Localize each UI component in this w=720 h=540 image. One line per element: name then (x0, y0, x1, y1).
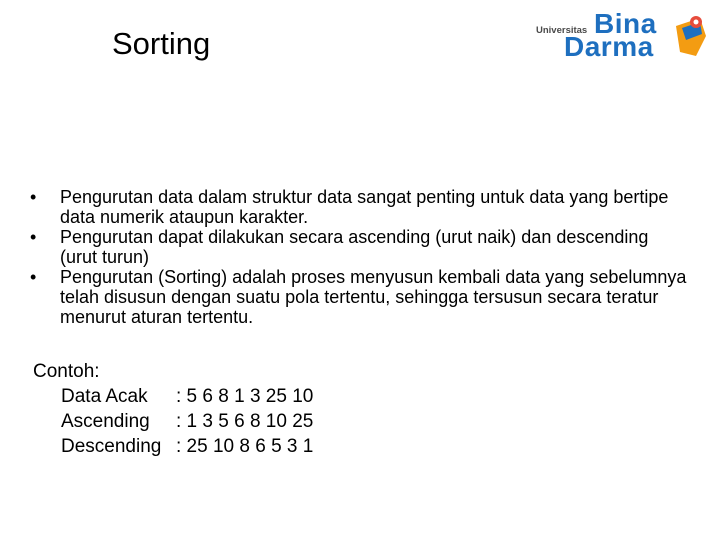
bullet-text: Pengurutan (Sorting) adalah proses menyusun kembali data yang sebelumnya telah disusun dengan suatu pola tertentu, sehingga tersusun secara teratur menurut aturan tertentu. (60, 267, 687, 327)
bullet-item (30, 227, 690, 267)
logo-universitas-text: Universitas (536, 25, 588, 36)
example-row (61, 384, 313, 409)
logo-darma-text: Darma (564, 31, 654, 62)
example-block (33, 359, 313, 459)
slide-title: Sorting (112, 26, 211, 61)
bullet-dot: • (30, 187, 37, 207)
example-row (61, 434, 313, 459)
bullet-item (30, 187, 690, 227)
bullet-item (30, 267, 690, 327)
example-row-value: : 5 6 8 1 3 25 10 (176, 386, 314, 407)
example-row-value: : 25 10 8 6 5 3 1 (176, 436, 314, 457)
bullet-text: Pengurutan dapat dilakukan secara ascending (urut naik) dan descending (urut turun) (60, 227, 649, 267)
example-row-label: Ascending (61, 411, 150, 432)
logo-bina-text: Bina (594, 8, 657, 39)
bullet-dot: • (30, 267, 37, 287)
university-logo (534, 10, 710, 62)
example-row-label: Descending (61, 436, 162, 457)
example-row-label: Data Acak (61, 386, 148, 407)
example-row-value: : 1 3 5 6 8 10 25 (176, 411, 314, 432)
bullet-list (30, 187, 690, 327)
bullet-text: Pengurutan data dalam struktur data sangat penting untuk data yang bertipe data numerik ataupun karakter. (60, 187, 669, 227)
example-heading: Contoh: (33, 361, 100, 382)
bullet-dot: • (30, 227, 37, 247)
logo-emblem-icon (674, 12, 708, 60)
example-row (61, 409, 313, 434)
